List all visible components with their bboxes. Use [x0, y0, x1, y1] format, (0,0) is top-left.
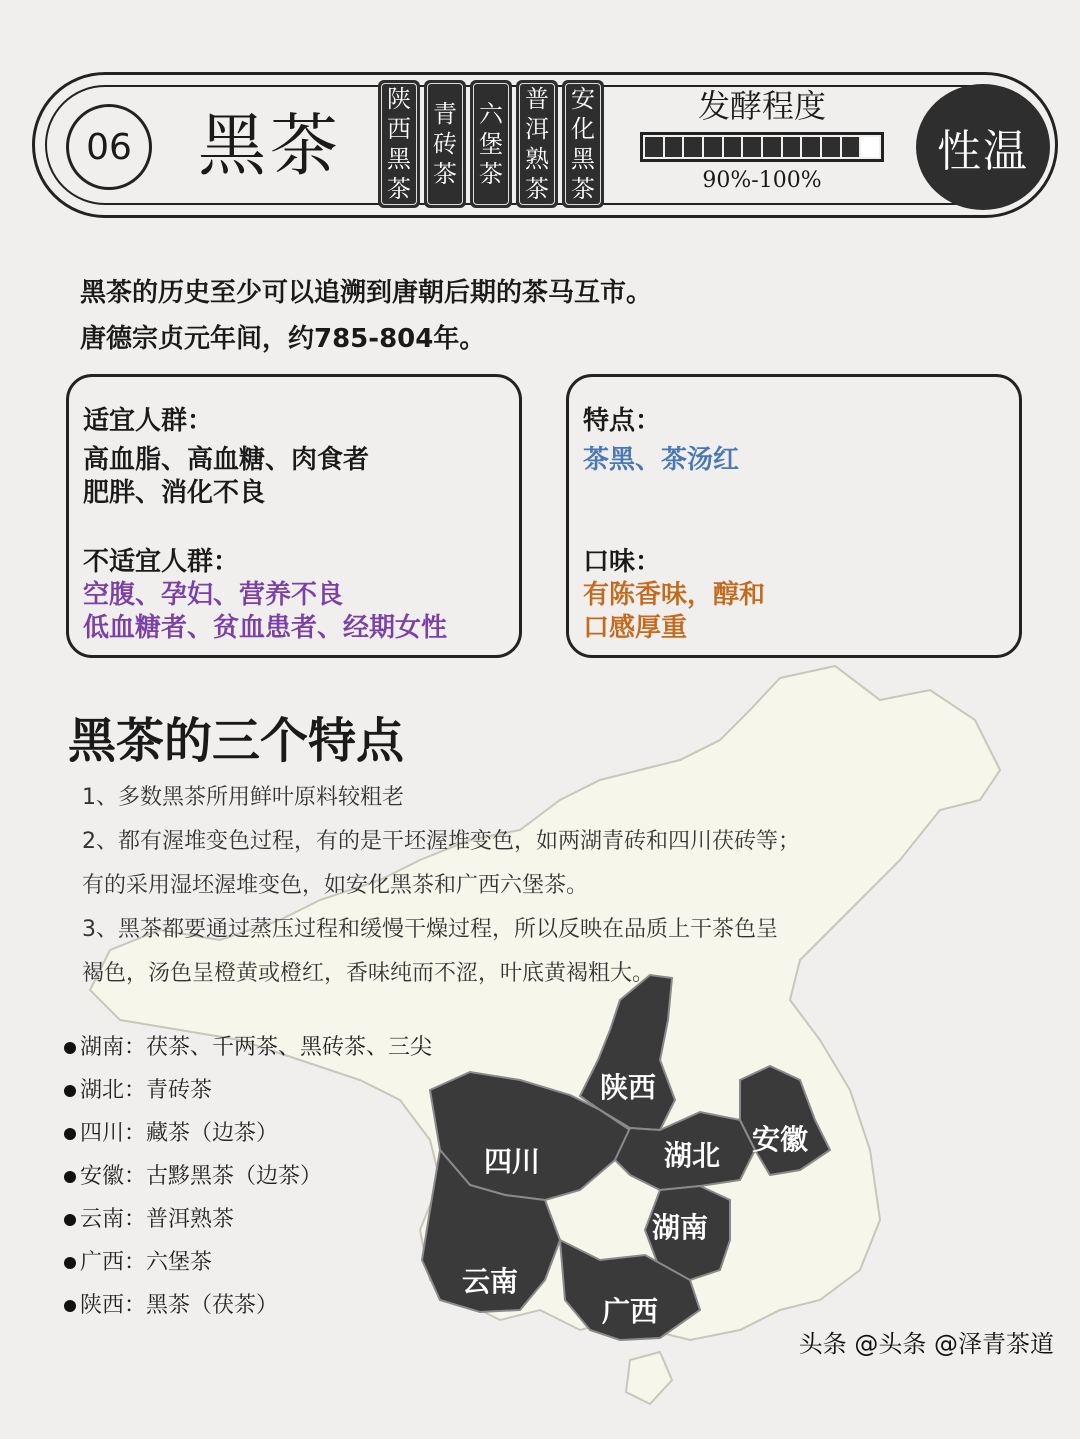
tea-type-char: 黑: [571, 145, 595, 173]
region-teas: 茯茶、千两茶、黑砖茶、三尖: [146, 1035, 433, 1060]
bullet-icon: [64, 1128, 76, 1140]
region-item: 湖南：茯茶、千两茶、黑砖茶、三尖: [64, 1026, 432, 1069]
map-label-guangxi: 广西: [602, 1295, 659, 1328]
tea-type-char: 西: [387, 115, 411, 143]
history-line: 唐德宗贞元年间，约785-804年。: [80, 324, 486, 354]
bullet-icon: [64, 1042, 76, 1054]
tea-type-char: 茶: [433, 160, 457, 188]
bullet-icon: [64, 1171, 76, 1183]
fermentation-segment: [645, 137, 663, 157]
tea-type-char: 砖: [433, 130, 457, 158]
tea-type-char: 茶: [525, 175, 549, 203]
tea-type-list: [378, 80, 604, 208]
region-item: 湖北：青砖茶: [64, 1069, 432, 1112]
map-label-hubei: 湖北: [664, 1139, 721, 1172]
audience-card: [66, 374, 522, 658]
fermentation-meter: [640, 86, 884, 193]
tea-type-char: 熟: [525, 145, 549, 173]
bullet-icon: [64, 1300, 76, 1312]
region-name: 湖北: [80, 1078, 125, 1103]
traits-label: 特点：: [583, 406, 662, 436]
fermentation-segment: [822, 137, 840, 157]
tea-nature-badge: 性温: [916, 84, 1050, 210]
region-list: [64, 1026, 432, 1327]
unsuitable-line: 低血糖者、贫血患者、经期女性: [83, 613, 448, 643]
feature-line: 褐色，汤色呈橙黄或橙红，香味纯而不涩，叶底黄褐粗大。: [82, 961, 655, 986]
bullet-icon: [64, 1214, 76, 1226]
feature-line: 有的采用湿坯渥堆变色，如安化黑茶和广西六堡茶。: [82, 873, 589, 898]
fermentation-segment: [842, 137, 860, 157]
region-item: 陕西：黑茶（茯茶）: [64, 1284, 432, 1327]
map-label-sichuan: 四川: [484, 1145, 541, 1178]
fermentation-segment: [802, 137, 820, 157]
map-label-yunnan: 云南: [462, 1265, 519, 1298]
fermentation-label: 发酵程度: [697, 87, 826, 125]
feature-line: 2、都有渥堆变色过程，有的是干坯渥堆变色，如两湖青砖和四川茯砖等；: [82, 829, 800, 854]
region-teas: 藏茶（边茶）: [146, 1121, 279, 1146]
suitable-label: 适宜人群：: [83, 406, 214, 436]
region-name: 广西: [80, 1250, 125, 1275]
history-text: [80, 270, 652, 362]
taste-line: 有陈香味，醇和: [583, 580, 766, 610]
region-teas: 青砖茶: [146, 1078, 213, 1103]
tea-type-char: 茶: [387, 175, 411, 203]
bullet-icon: [64, 1085, 76, 1097]
map-label-shaanxi: 陕西: [600, 1071, 657, 1104]
region-item: 安徽：古黟黑茶（边茶）: [64, 1155, 432, 1198]
tea-type-pill: [516, 80, 558, 208]
unsuitable-line: 空腹、孕妇、营养不良: [83, 580, 344, 610]
region-name: 四川: [80, 1121, 125, 1146]
tea-type-char: 堡: [479, 130, 503, 158]
feature-line: 1、多数黑茶所用鲜叶原料较粗老: [82, 785, 404, 810]
tea-type-char: 六: [479, 100, 503, 128]
suitable-line: 肥胖、消化不良: [83, 478, 266, 508]
region-item: 四川：藏茶（边茶）: [64, 1112, 432, 1155]
map-label-hunan: 湖南: [652, 1211, 709, 1244]
region-teas: 黑茶（茯茶）: [146, 1293, 279, 1318]
bullet-icon: [64, 1257, 76, 1269]
fermentation-segment: [684, 137, 702, 157]
region-teas: 六堡茶: [146, 1250, 213, 1275]
region-teas: 古黟黑茶（边茶）: [146, 1164, 323, 1189]
region-name: 安徽: [80, 1164, 125, 1189]
fermentation-bar: [640, 132, 884, 162]
tea-type-pill: [470, 80, 512, 208]
tea-type-pill: [562, 80, 604, 208]
page-title: 黑茶: [198, 107, 343, 186]
watermark: 头条 @头条 @泽青茶道: [798, 1330, 1054, 1358]
tea-type-char: 化: [571, 115, 595, 143]
map-label-anhui: 安徽: [752, 1123, 809, 1156]
traits-line: 茶黑、茶汤红: [583, 445, 740, 475]
tea-type-char: 青: [433, 100, 457, 128]
region-item: 云南：普洱熟茶: [64, 1198, 432, 1241]
region-name: 陕西: [80, 1293, 125, 1318]
fermentation-segment: [743, 137, 761, 157]
history-line: 黑茶的历史至少可以追溯到唐朝后期的茶马互市。: [80, 278, 653, 308]
region-teas: 普洱熟茶: [146, 1207, 235, 1232]
features-list: [82, 776, 862, 996]
fermentation-segment: [861, 137, 879, 157]
fermentation-segment: [783, 137, 801, 157]
features-title: 黑茶的三个特点: [68, 713, 405, 769]
tea-type-char: 普: [525, 85, 549, 113]
tea-type-char: 陕: [387, 85, 411, 113]
unsuitable-label: 不适宜人群：: [83, 547, 240, 577]
fermentation-segment: [665, 137, 683, 157]
tea-number-badge: 06: [66, 104, 152, 190]
tea-type-char: 安: [571, 85, 595, 113]
feature-line: 3、黑茶都要通过蒸压过程和缓慢干燥过程，所以反映在品质上干茶色呈: [82, 917, 778, 942]
fermentation-segment: [763, 137, 781, 157]
tea-type-char: 茶: [479, 160, 503, 188]
suitable-line: 高血脂、高血糖、肉食者: [83, 445, 370, 475]
tea-type-pill: [424, 80, 466, 208]
fermentation-range: 90%-100%: [702, 168, 822, 193]
region-name: 云南: [80, 1207, 125, 1232]
tea-type-char: 茶: [571, 175, 595, 203]
fermentation-segment: [704, 137, 722, 157]
fermentation-segment: [724, 137, 742, 157]
taste-line: 口感厚重: [583, 613, 688, 643]
tea-type-pill: [378, 80, 420, 208]
region-item: 广西：六堡茶: [64, 1241, 432, 1284]
tea-type-char: 黑: [387, 145, 411, 173]
tea-type-char: 洱: [525, 115, 549, 143]
taste-label: 口味：: [583, 547, 662, 577]
traits-card: [566, 374, 1022, 658]
region-name: 湖南: [80, 1035, 125, 1060]
